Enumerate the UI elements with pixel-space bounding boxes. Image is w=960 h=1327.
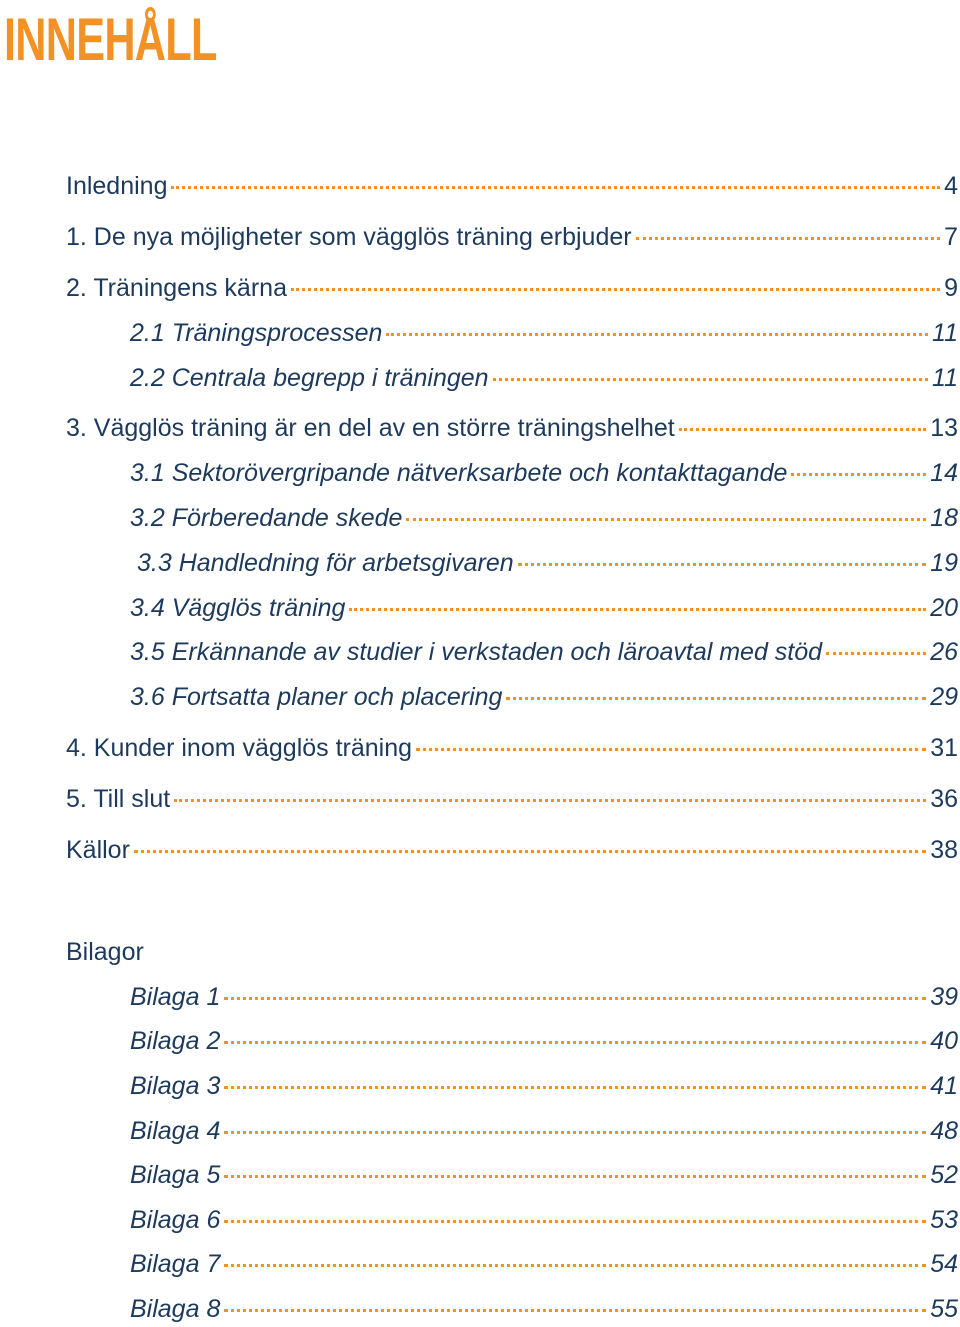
toc-entry-label: 1. De nya möjligheter som vägglös träning erbjuder — [66, 223, 632, 251]
toc-entry-page: 36 — [930, 785, 958, 813]
dot-leader — [224, 1086, 926, 1089]
toc-entry-label: 2.2 Centrala begrepp i träningen — [130, 364, 489, 392]
dot-leader — [134, 850, 926, 853]
appendix-entry[interactable] — [130, 1205, 958, 1235]
toc-entry-label: 3.4 Vägglös träning — [130, 594, 346, 622]
dot-leader — [224, 1131, 926, 1134]
toc-entry[interactable] — [66, 733, 958, 763]
dot-leader — [224, 997, 926, 1000]
toc-entry[interactable] — [66, 835, 958, 865]
toc-entry-label: 3.5 Erkännande av studier i verkstaden och läroavtal med stöd — [130, 638, 823, 666]
appendix-label: Bilaga 3 — [130, 1072, 221, 1100]
toc-entry-page: 14 — [930, 459, 958, 487]
appendix-label: Bilaga 6 — [130, 1206, 221, 1234]
appendix-entry[interactable] — [130, 1249, 958, 1279]
toc-entry-label: 2.1 Träningsprocessen — [130, 319, 383, 347]
toc-entry-page: 26 — [930, 638, 958, 666]
toc-entry-page: 29 — [930, 683, 958, 711]
appendix-page: 40 — [930, 1027, 958, 1055]
toc-entry[interactable] — [66, 784, 958, 814]
toc-entry-page: 4 — [944, 172, 958, 200]
appendix-label: Bilaga 2 — [130, 1027, 221, 1055]
toc-entry-label: Källor — [66, 836, 130, 864]
dot-leader — [826, 652, 926, 655]
dot-leader — [171, 186, 940, 189]
toc-entry[interactable] — [66, 222, 958, 252]
dot-leader — [791, 473, 926, 476]
toc-entry-label: 4. Kunder inom vägglös träning — [66, 734, 413, 762]
toc-entry-label: 3.6 Fortsatta planer och placering — [130, 683, 503, 711]
dot-leader — [416, 748, 926, 751]
dot-leader — [224, 1041, 926, 1044]
appendix-page: 48 — [930, 1117, 958, 1145]
toc-entry[interactable] — [66, 413, 958, 443]
toc-subentry[interactable] — [130, 637, 958, 667]
appendix-heading: Bilagor — [66, 938, 144, 966]
appendix-entry[interactable] — [130, 1116, 958, 1146]
appendix-page: 41 — [930, 1072, 958, 1100]
toc-subentry[interactable] — [130, 458, 958, 488]
dot-leader — [349, 608, 926, 611]
dot-leader — [386, 333, 928, 336]
toc-entry[interactable] — [66, 273, 958, 303]
toc-entry-page: 20 — [930, 594, 958, 622]
appendix-entry[interactable] — [130, 1071, 958, 1101]
appendix-page: 53 — [930, 1206, 958, 1234]
toc-entry-page: 7 — [944, 223, 958, 251]
dot-leader — [406, 518, 926, 521]
dot-leader — [291, 288, 940, 291]
toc-entry-page: 9 — [944, 274, 958, 302]
appendix-label: Bilaga 1 — [130, 983, 221, 1011]
toc-entry-label: 3. Vägglös träning är en del av en större träningshelhet — [66, 414, 675, 442]
toc-entry-label: Inledning — [66, 172, 168, 200]
toc-entry-page: 11 — [932, 364, 958, 392]
appendix-page: 54 — [930, 1250, 958, 1278]
appendix-label: Bilaga 4 — [130, 1117, 221, 1145]
dot-leader — [174, 799, 926, 802]
toc-entry-label: 2. Träningens kärna — [66, 274, 287, 302]
appendix-page: 55 — [930, 1295, 958, 1323]
appendix-page: 52 — [930, 1161, 958, 1189]
appendix-page: 39 — [930, 983, 958, 1011]
dot-leader — [518, 563, 927, 566]
appendix-label: Bilaga 7 — [130, 1250, 221, 1278]
toc-entry-page: 11 — [932, 319, 958, 347]
dot-leader — [636, 237, 941, 240]
toc-entry-page: 38 — [930, 836, 958, 864]
appendix-entry[interactable] — [130, 1026, 958, 1056]
appendix-entry[interactable] — [130, 1294, 958, 1324]
toc-entry-label: 3.1 Sektorövergripande nätverksarbete och kontakttagande — [130, 459, 788, 487]
toc-subentry[interactable] — [130, 682, 958, 712]
toc-entry-label: 3.3 Handledning för arbetsgivaren — [137, 549, 514, 577]
dot-leader — [224, 1175, 926, 1178]
dot-leader — [679, 428, 926, 431]
dot-leader — [224, 1220, 926, 1223]
toc-entry-page: 19 — [930, 549, 958, 577]
toc-subentry[interactable] — [130, 363, 958, 393]
toc-subentry[interactable] — [130, 593, 958, 623]
toc-entry-page: 18 — [930, 504, 958, 532]
toc-entry-label: 3.2 Förberedande skede — [130, 504, 403, 532]
toc-subentry[interactable] — [130, 318, 958, 348]
appendix-entry[interactable] — [130, 1160, 958, 1190]
toc-subentry[interactable] — [137, 548, 958, 578]
appendix-label: Bilaga 8 — [130, 1295, 221, 1323]
dot-leader — [224, 1264, 926, 1267]
dot-leader — [506, 697, 926, 700]
toc-subentry[interactable] — [130, 503, 958, 533]
appendix-label: Bilaga 5 — [130, 1161, 221, 1189]
dot-leader — [493, 378, 928, 381]
toc-entry[interactable] — [66, 171, 958, 201]
dot-leader — [224, 1309, 926, 1312]
toc-entry-label: 5. Till slut — [66, 785, 171, 813]
appendix-entry[interactable] — [130, 982, 958, 1012]
page-title: INNEHÅLL — [4, 6, 217, 73]
toc-entry-page: 31 — [930, 734, 958, 762]
toc-entry-page: 13 — [930, 414, 958, 442]
